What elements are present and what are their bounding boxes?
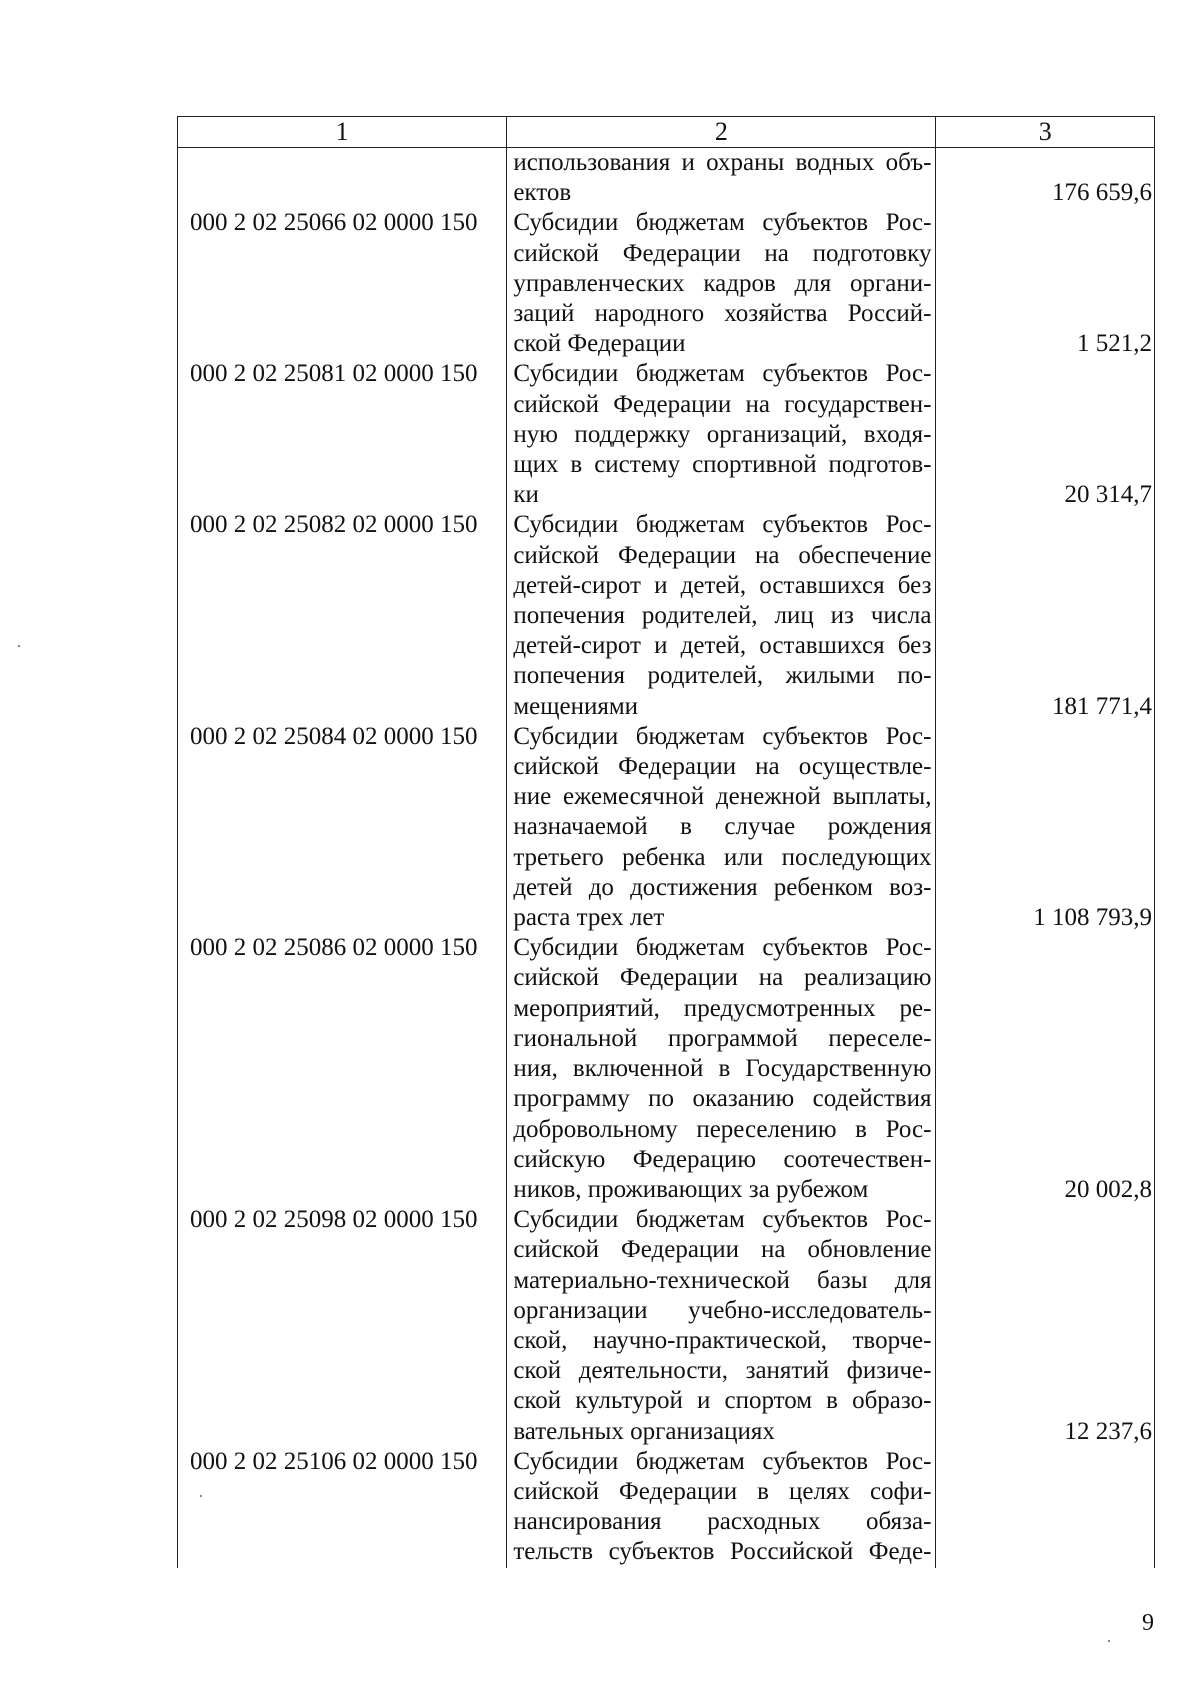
description-line: заций народного хозяйства Россий- bbox=[513, 300, 932, 328]
description-line: материально-технической базы для bbox=[513, 1266, 932, 1294]
description-line: сийской Федерации на осуществле- bbox=[513, 753, 932, 781]
table-row bbox=[178, 1447, 1154, 1568]
description-line: сийской Федерации на обновление bbox=[513, 1236, 932, 1264]
budget-code-cell: 000 2 02 25082 02 0000 150 bbox=[178, 510, 507, 721]
description-line: сийской Федерации на подготовку bbox=[513, 239, 932, 267]
description-line: Субсидии бюджетам субъектов Рос- bbox=[513, 1206, 932, 1234]
description-line: раста трех лет bbox=[513, 904, 665, 932]
table-row bbox=[178, 148, 1154, 208]
budget-code-cell: 000 2 02 25066 02 0000 150 bbox=[178, 208, 507, 359]
table-row bbox=[178, 1205, 1154, 1447]
scan-speck bbox=[200, 1495, 202, 1497]
description-line: ектов bbox=[513, 179, 572, 207]
amount-cell bbox=[936, 1205, 1154, 1447]
amount-cell bbox=[936, 722, 1154, 933]
amount-value: 1 108 793,9 bbox=[1033, 904, 1152, 932]
budget-code-cell: 000 2 02 25081 02 0000 150 bbox=[178, 359, 507, 510]
description-cell bbox=[507, 510, 936, 721]
description-line: ние ежемесячной денежной выплаты, bbox=[513, 783, 932, 811]
table-body bbox=[177, 148, 1155, 1568]
page-number: 9 bbox=[1142, 1610, 1154, 1636]
description-line: ской деятельности, занятий физиче- bbox=[513, 1357, 932, 1385]
description-line: использования и охраны водных объ- bbox=[513, 149, 932, 176]
amount-value: 20 314,7 bbox=[1064, 481, 1152, 509]
budget-code-cell: 000 2 02 25084 02 0000 150 bbox=[178, 722, 507, 933]
table-row bbox=[178, 722, 1154, 933]
amount-cell bbox=[936, 933, 1154, 1205]
amount-cell bbox=[936, 208, 1154, 359]
description-line: мещениями bbox=[513, 692, 639, 720]
description-line: Субсидии бюджетам субъектов Рос- bbox=[513, 1447, 932, 1475]
amount-cell bbox=[936, 1447, 1154, 1568]
amount-value: 12 237,6 bbox=[1064, 1417, 1152, 1445]
amount-cell bbox=[936, 359, 1154, 510]
budget-code-cell: 000 2 02 25098 02 0000 150 bbox=[178, 1205, 507, 1447]
table-row bbox=[178, 359, 1154, 510]
description-line: мероприятий, предусмотренных ре- bbox=[513, 994, 932, 1022]
header-col-2: 2 bbox=[507, 117, 936, 147]
amount-value: 181 771,4 bbox=[1052, 692, 1152, 720]
description-line: ников, проживающих за рубежом bbox=[513, 1175, 869, 1203]
description-line: третьего ребенка или последующих bbox=[513, 843, 932, 871]
scan-speck bbox=[1108, 1640, 1110, 1642]
table-row bbox=[178, 510, 1154, 721]
description-line: сийской Федерации в целях софи- bbox=[513, 1477, 932, 1505]
table-header-row bbox=[177, 116, 1155, 148]
description-cell bbox=[507, 359, 936, 510]
description-line: управленческих кадров для органи- bbox=[513, 269, 932, 297]
description-line: гиональной программой переселе- bbox=[513, 1024, 932, 1052]
description-line: ской, научно-практической, творче- bbox=[513, 1326, 932, 1354]
description-line: добровольному переселению в Рос- bbox=[513, 1115, 932, 1143]
description-line: Субсидии бюджетам субъектов Рос- bbox=[513, 934, 932, 962]
description-line: сийскую Федерацию соотечествен- bbox=[513, 1145, 932, 1173]
description-line: нансирования расходных обяза- bbox=[513, 1508, 932, 1536]
header-col-3: 3 bbox=[1038, 117, 1052, 146]
scan-speck bbox=[18, 645, 20, 647]
description-line: сийской Федерации на реализацию bbox=[513, 964, 932, 992]
header-col-1: 1 bbox=[178, 117, 507, 147]
description-line: ную поддержку организаций, входя- bbox=[513, 420, 932, 448]
description-cell bbox=[507, 148, 936, 208]
description-cell bbox=[507, 1447, 936, 1568]
description-line: щих в систему спортивной подготов- bbox=[513, 451, 932, 479]
description-line: детей-сирот и детей, оставшихся без bbox=[513, 632, 932, 660]
description-line: организации учебно-исследователь- bbox=[513, 1296, 932, 1324]
amount-value: 20 002,8 bbox=[1064, 1175, 1152, 1203]
budget-code-cell bbox=[178, 148, 507, 208]
description-line: ской культурой и спортом в образо- bbox=[513, 1387, 932, 1415]
table-row bbox=[178, 208, 1154, 359]
description-cell bbox=[507, 722, 936, 933]
amount-value: 176 659,6 bbox=[1052, 179, 1152, 207]
description-line: ки bbox=[513, 481, 539, 509]
description-cell bbox=[507, 1205, 936, 1447]
description-line: попечения родителей, жилыми по- bbox=[513, 662, 932, 690]
description-line: Субсидии бюджетам субъектов Рос- bbox=[513, 722, 932, 750]
description-line: попечения родителей, лиц из числа bbox=[513, 602, 932, 630]
table-row bbox=[178, 933, 1154, 1205]
description-line: сийской Федерации на обеспечение bbox=[513, 541, 932, 569]
description-line: Субсидии бюджетам субъектов Рос- bbox=[513, 209, 932, 237]
description-line: детей до достижения ребенком воз- bbox=[513, 873, 932, 901]
description-line: Субсидии бюджетам субъектов Рос- bbox=[513, 360, 932, 388]
description-line: тельств субъектов Российской Феде- bbox=[513, 1538, 932, 1566]
description-cell bbox=[507, 933, 936, 1205]
description-line: сийской Федерации на государствен- bbox=[513, 390, 932, 418]
description-line: ской Федерации bbox=[513, 330, 686, 358]
description-line: детей-сирот и детей, оставшихся без bbox=[513, 571, 932, 599]
description-cell bbox=[507, 208, 936, 359]
description-line: вательных организациях bbox=[513, 1417, 775, 1445]
amount-value: 1 521,2 bbox=[1077, 330, 1152, 358]
amount-cell bbox=[936, 510, 1154, 721]
description-line: Субсидии бюджетам субъектов Рос- bbox=[513, 511, 932, 539]
budget-code-cell: 000 2 02 25086 02 0000 150 bbox=[178, 933, 507, 1205]
description-line: назначаемой в случае рождения bbox=[513, 813, 932, 841]
amount-cell bbox=[936, 148, 1154, 208]
description-line: ния, включенной в Государственную bbox=[513, 1055, 932, 1083]
budget-table bbox=[177, 116, 1155, 1568]
budget-code-cell: 000 2 02 25106 02 0000 150 bbox=[178, 1447, 507, 1568]
description-line: программу по оказанию содействия bbox=[513, 1085, 932, 1113]
